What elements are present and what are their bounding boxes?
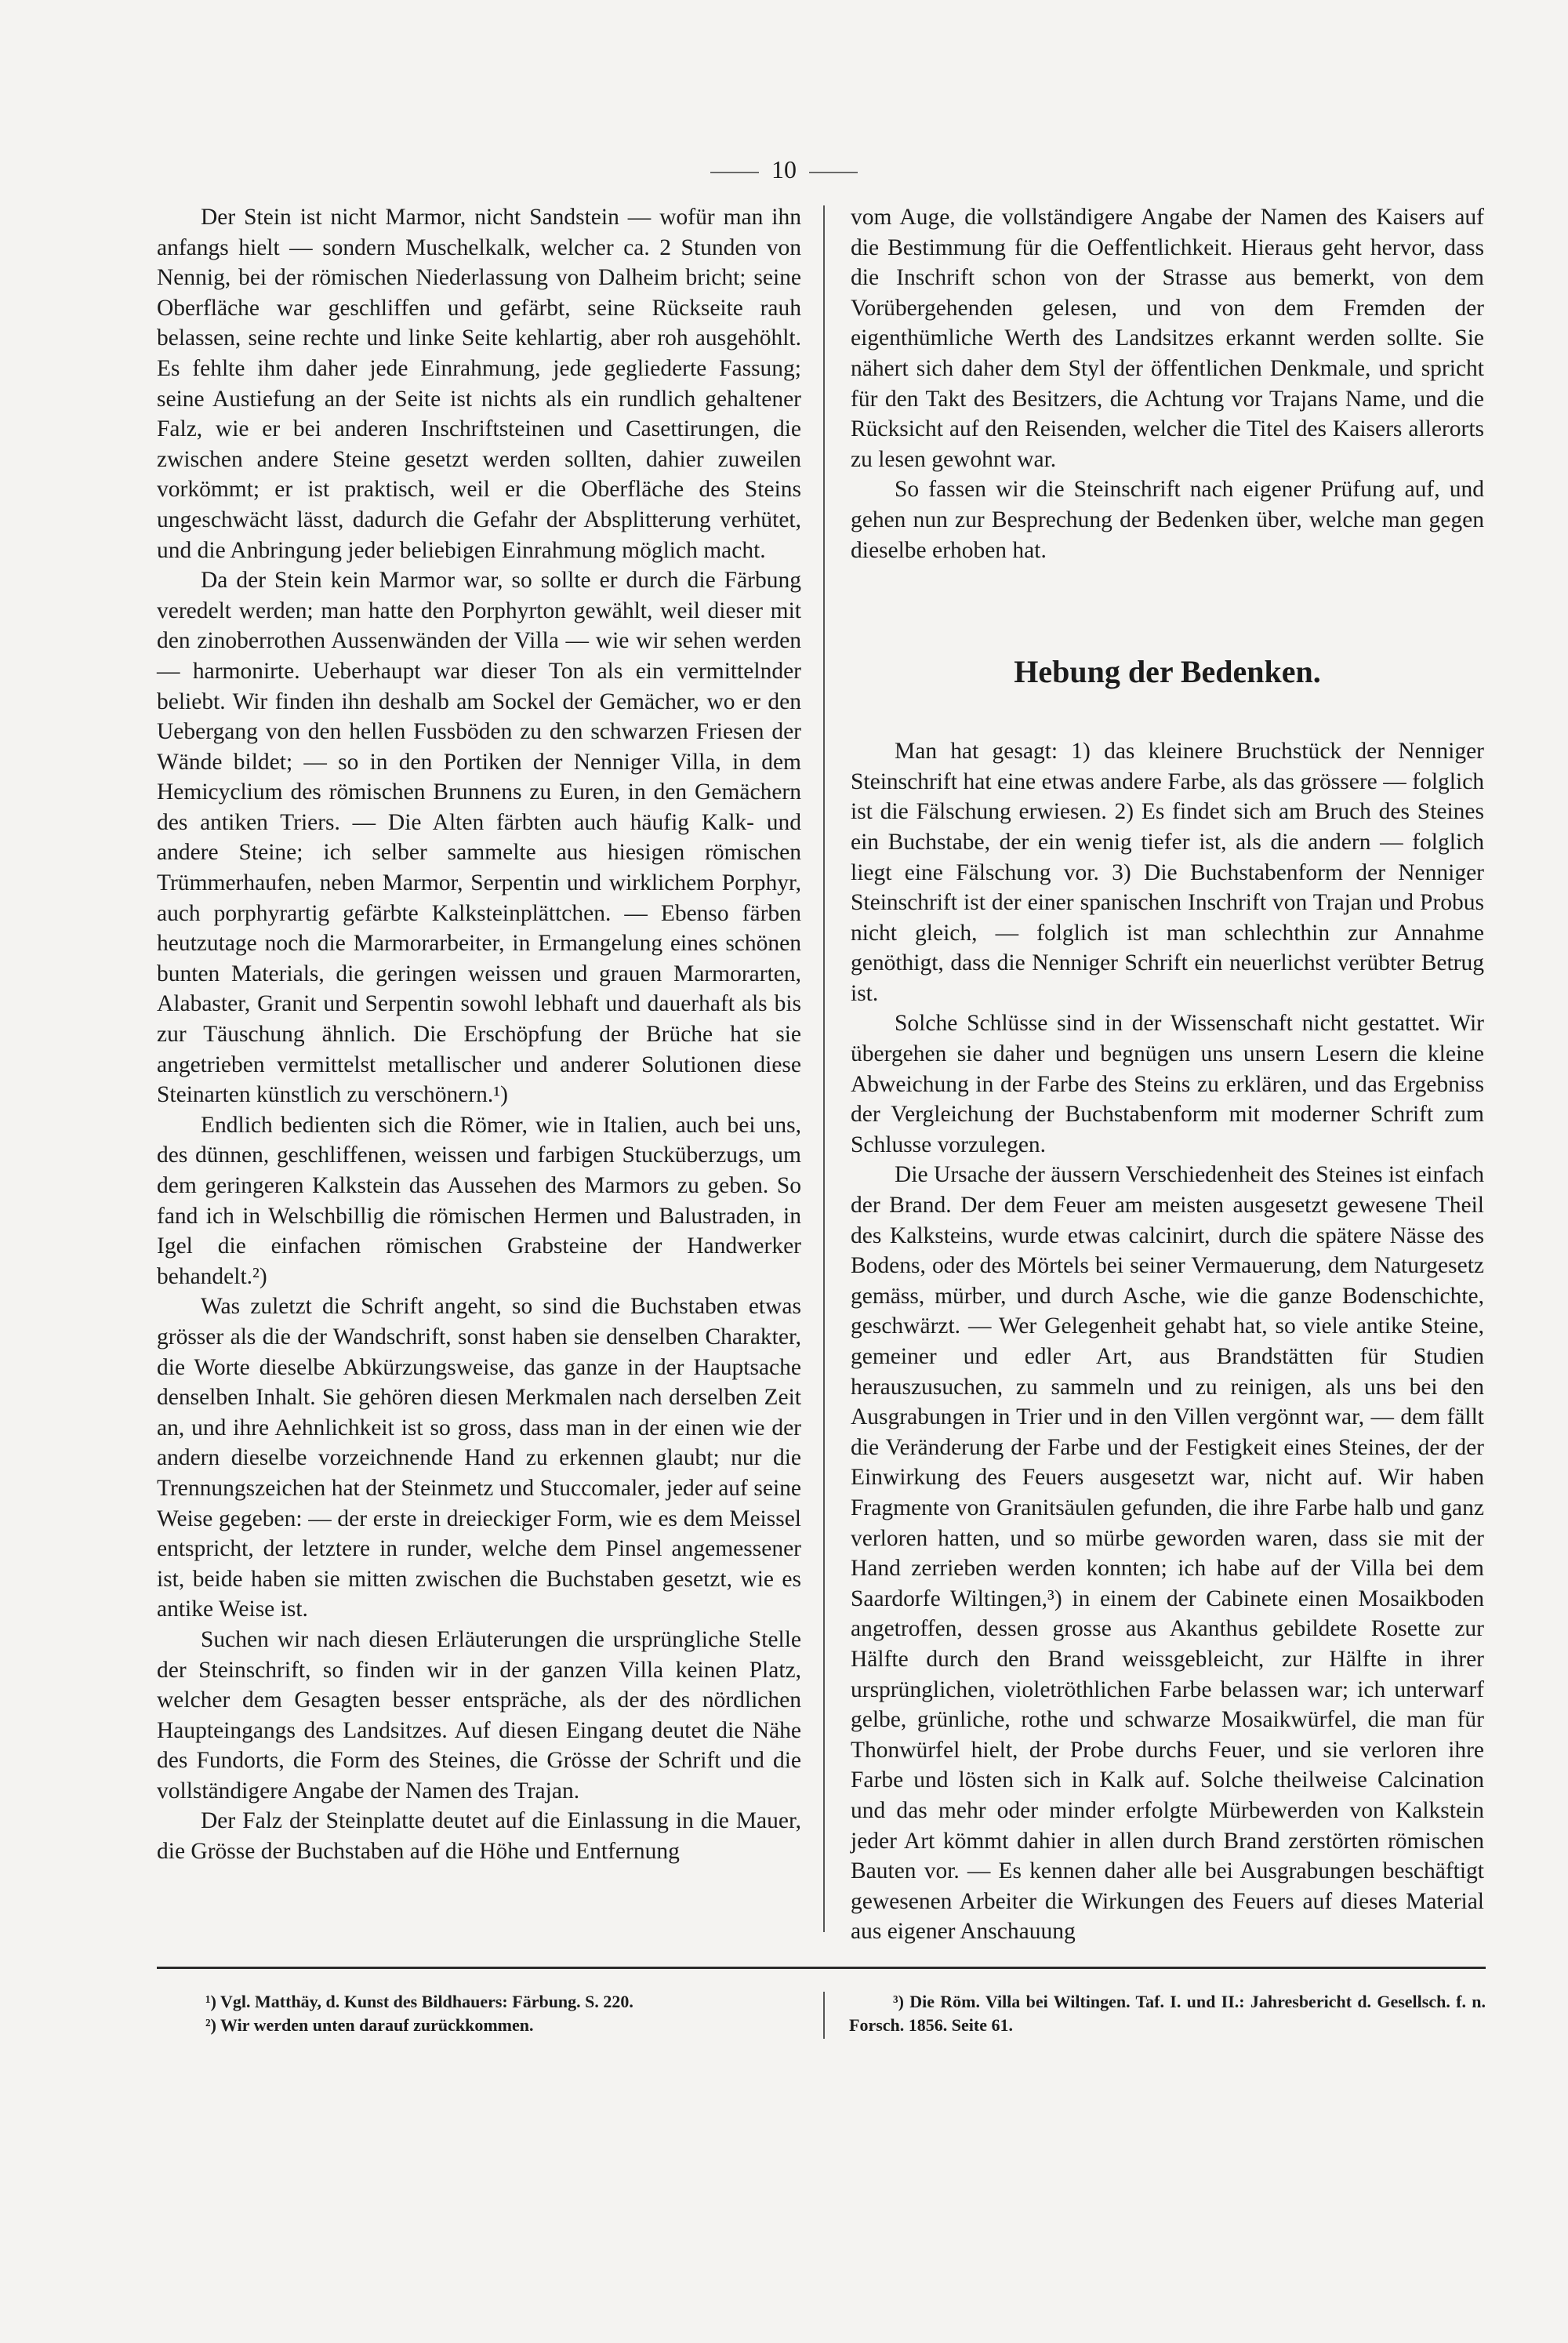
footnote-mark: ³) — [893, 1992, 904, 2011]
paragraph: Endlich bedienten sich die Römer, wie in Italien, auch bei uns, des dünnen, geschliffenen, weissen und farbigen Stucküberzugs, um dem geringeren Kalkstein das Aussehen des Marmors zu geben. So fand ich in Welschbillig die römischen Hermen und Balustraden, in Igel die einfachen römischen Grabsteine der Handwerker behandelt.²) — [157, 1112, 801, 1289]
footnote-column-divider — [823, 1992, 825, 2039]
page-number-value: 10 — [771, 155, 797, 183]
footnote — [205, 2014, 801, 2037]
footnote — [849, 1990, 1486, 2037]
footnote-text: Die Röm. Villa bei Wiltingen. Taf. I. und II.: Jahresbericht d. Gesellsch. f. n. Forsch. 1856. Seite 61. — [849, 1992, 1486, 2035]
paragraph: Der Falz der Steinplatte deutet auf die Einlassung in die Mauer, die Grösse der Buchstaben auf die Höhe und Entfernung — [157, 1808, 801, 1865]
page-number-dash-right — [809, 172, 858, 173]
footnote-text: Wir werden unten darauf zurückkommen. — [220, 2015, 534, 2035]
footnote-separator — [157, 1967, 1486, 1969]
paragraph: Was zuletzt die Schrift angeht, so sind die Buchstaben etwas grösser als die der Wandschrift, sonst haben sie denselben Charakter, die Worte dieselbe Abkürzungsweise, das ganze in der Hauptsache denselben Inhalt. Sie gehören diesen Merkmalen nach derselben Zeit an, und ihre Aehnlichkeit ist so gross, dass man in der einen wie der andern dieselbe vorzeichnende Hand zu erkennen glaubt; nur die Trennungszeichen hat der Steinmetz und Stuccomaler, jeder auf seine Weise gegeben: — der erste in dreieckiger Form, wie es dem Meissel entspricht, der letztere in runder, welche dem Pinsel angemessener ist, beide haben sie mitten zwischen die Buchstaben gesetzt, wie es antike Weise ist. — [157, 1294, 801, 1622]
paragraph: Der Stein ist nicht Marmor, nicht Sandstein — wofür man ihn anfangs hielt — sondern Muschelkalk, welcher ca. 2 Stunden von Nennig, bei der römischen Niederlassung von Dalheim bricht; seine Oberfläche war geschliffen und gefärbt, seine Rückseite rauh belassen, seine rechte und linke Seite kehlartig, aber roh ausgehöhlt. Es fehlte ihm daher jede Einrahmung, jede gegliederte Fassung; seine Austiefung an der Seite ist nichts als ein rundlich gehaltener Falz, wie er bei anderen Inschriftsteinen und Casettirungen, die zwischen andere Steine gesetzt werden sollten, dahier zuweilen vorkömmt; er ist praktisch, weil er die Oberfläche des Steins ungeschwächt lässt, dadurch die Gefahr der Absplitterung verhütet, und die Anbringung jeder beliebigen Einrahmung möglich macht. — [157, 205, 801, 563]
left-column — [157, 202, 801, 1867]
section-heading: Hebung der Bedenken. — [1014, 654, 1321, 690]
paragraph: So fassen wir die Steinschrift nach eigener Prüfung auf, und gehen nun zur Besprechung der Bedenken über, welche man gegen dieselbe erhoben hat. — [851, 477, 1484, 563]
paragraph: Da der Stein kein Marmor war, so sollte er durch die Färbung veredelt werden; man hatte den Porphyrton gewählt, weil dieser mit den zinoberrothen Aussenwänden der Villa — wie wir sehen werden — harmonirte. Ueberhaupt war dieser Ton als ein vermittelnder beliebt. Wir finden ihn deshalb am Sockel der Gemächer, wo er den Uebergang von den hellen Fussböden zu den schwarzen Friesen der Wände bildet; — so in den Portiken der Nenniger Villa, in dem Hemicyclium des römischen Brunnens zu Euren, in den Gemächern des antiken Triers. — Die Alten färbten auch häufig Kalk- und andere Steine; ich selber sammelte aus hiesigen römischen Trümmerhaufen, neben Marmor, Serpentin und wirklichem Porphyr, auch porphyrartig gefärbte Kalksteinplättchen. — Ebenso färben heutzutage noch die Marmorarbeiter, in Ermangelung eines schönen bunten Materials, die geringen weissen und grauen Marmorarten, Alabaster, Granit und Serpentin sowohl lebhaft und dauerhaft als bis zur Täuschung ähnlich. Die Erschöpfung der Brüche hat sie angetrieben vermittelst metallischer und anderer Solutionen diese Steinarten künstlich zu verschönern.¹) — [157, 568, 801, 1108]
footnote — [205, 1990, 801, 2014]
footnote-mark: ²) — [205, 2015, 216, 2035]
page-number — [0, 154, 1568, 185]
footnotes-right — [849, 1990, 1486, 2037]
paragraph: Die Ursache der äussern Verschiedenheit des Steines ist einfach der Brand. Der dem Feuer am meisten ausgesetzt gewesene Theil des Kalksteins, wurde etwas calcinirt, durch die spätere Nässe des Bodens, oder des Mörtels bei seiner Vermauerung, dem Naturgesetz gemäss, mürber, und durch Asche, wie die ganze Bodenschichte, geschwärzt. — Wer Gelegenheit gehabt hat, so viele antike Steine, gemeiner und edler Art, aus Brandstätten für Studien herauszusuchen, zu sammeln und zu reinigen, als uns bei den Ausgrabungen in Trier und in den Villen vergönnt war, — dem fällt die Veränderung der Farbe und der Festigkeit eines Steines, der der Einwirkung des Feuers ausgesetzt war, nicht auf. Wir haben Fragmente von Granitsäulen gefunden, die ihre Farbe halb und ganz verloren hatten, und so mürbe geworden waren, dass sie mit der Hand zerrieben werden konnten; ich habe auf der Villa bei dem Saardorfe Wiltingen,³) in einem der Cabinete einen Mosaikboden angetroffen, dessen grosse aus Akanthus gebildete Rosette zur Hälfte durch den Brand weissgebleicht, zur Hälfte in ihrer ursprünglichen, violetröthlichen Farbe belassen war; ich unterwarf gelbe, grünliche, rothe und schwarze Mosaikwürfel, die man für Thonwürfel hielt, der Probe durchs Feuer, und sie verloren ihre Farbe und lösten sich in Kalk auf. Solche theilweise Calcination und das mehr oder minder erfolgte Mürbewerden von Kalkstein jeder Art kömmt dahier in allen durch Brand zerstörten römischen Bauten vor. — Es kennen daher alle bei Ausgrabungen beschäftigt gewesenen Arbeiter die Wirkungen des Feuers auf dieses Material aus eigener Anschauung — [851, 1162, 1484, 1945]
paragraph: Man hat gesagt: 1) das kleinere Bruchstück der Nenniger Steinschrift hat eine etwas andere Farbe, als das grössere — folglich ist die Fälschung erwiesen. 2) Es findet sich am Bruch des Steines ein Buchstabe, der ein wenig tiefer ist, als die andern — folglich liegt eine Fälschung vor. 3) Die Buchstabenform der Nenniger Steinschrift ist der einer spanischen Inschrift von Trajan und Probus nicht gleich, — folglich ist man schlechthin zur Annahme genöthigt, dass die Nenniger Schrift ein neuerlichst verübter Betrug ist. — [851, 739, 1484, 1006]
footnotes-left — [205, 1990, 801, 2037]
right-column — [851, 202, 1484, 1947]
paragraph: Solche Schlüsse sind in der Wissenschaft nicht gestattet. Wir übergehen sie daher und begnügen uns unsern Lesern die kleine Abweichung in der Farbe des Steins zu erklären, und das Ergebniss der Vergleichung der Buchstabenform mit moderner Schrift zum Schlusse vorzulegen. — [851, 1011, 1484, 1157]
column-divider — [823, 205, 825, 1932]
page-number-dash-left — [710, 172, 759, 173]
paragraph: vom Auge, die vollständigere Angabe der Namen des Kaisers auf die Bestimmung für die Oeffentlichkeit. Hieraus geht hervor, dass die Inschrift schon von der Strasse aus bemerkt, von dem Vorübergehenden gelesen, und von dem Fremden der eigenthümliche Werth des Landsitzes erkannt werden sollte. Sie nähert sich daher dem Styl der öffentlichen Denkmale, und spricht für den Takt des Besitzers, die Achtung vor Trajans Name, und die Rücksicht auf den Reisenden, welcher die Titel des Kaisers allerorts zu lesen gewohnt war. — [851, 205, 1484, 472]
footnote-mark: ¹) — [205, 1992, 216, 2011]
footnote-text: Vgl. Matthäy, d. Kunst des Bildhauers: Färbung. S. 220. — [220, 1992, 633, 2011]
paragraph: Suchen wir nach diesen Erläuterungen die ursprüngliche Stelle der Steinschrift, so finden wir in der ganzen Villa keinen Platz, welcher dem Gesagten besser entspräche, als der des nördlichen Haupteingangs des Landsitzes. Auf diesen Eingang deutet die Nähe des Fundorts, die Form des Steines, die Grösse der Schrift und die vollständigere Angabe der Namen des Trajan. — [157, 1626, 801, 1804]
